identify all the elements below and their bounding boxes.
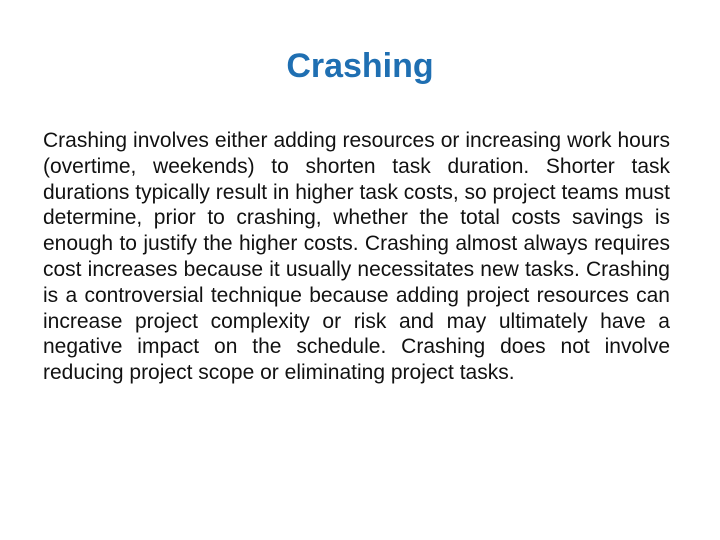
slide-body-text: Crashing involves either adding resources or increasing work hours (overtime, weekends) to shorten task duration. Shorter task durations typically result in higher task costs, so project teams must determine, prior to crashing, whether the total costs savings is enough to justify the higher costs. Crashing almost always requires cost increases because it usually necessitates new tasks. Crashing is a controversial technique because adding project resources can increase project complexity or risk and may ultimately have a negative impact on the schedule. Crashing does not involve reducing project scope or eliminating project tasks. [43,129,670,385]
slide-title: Crashing [286,47,434,85]
